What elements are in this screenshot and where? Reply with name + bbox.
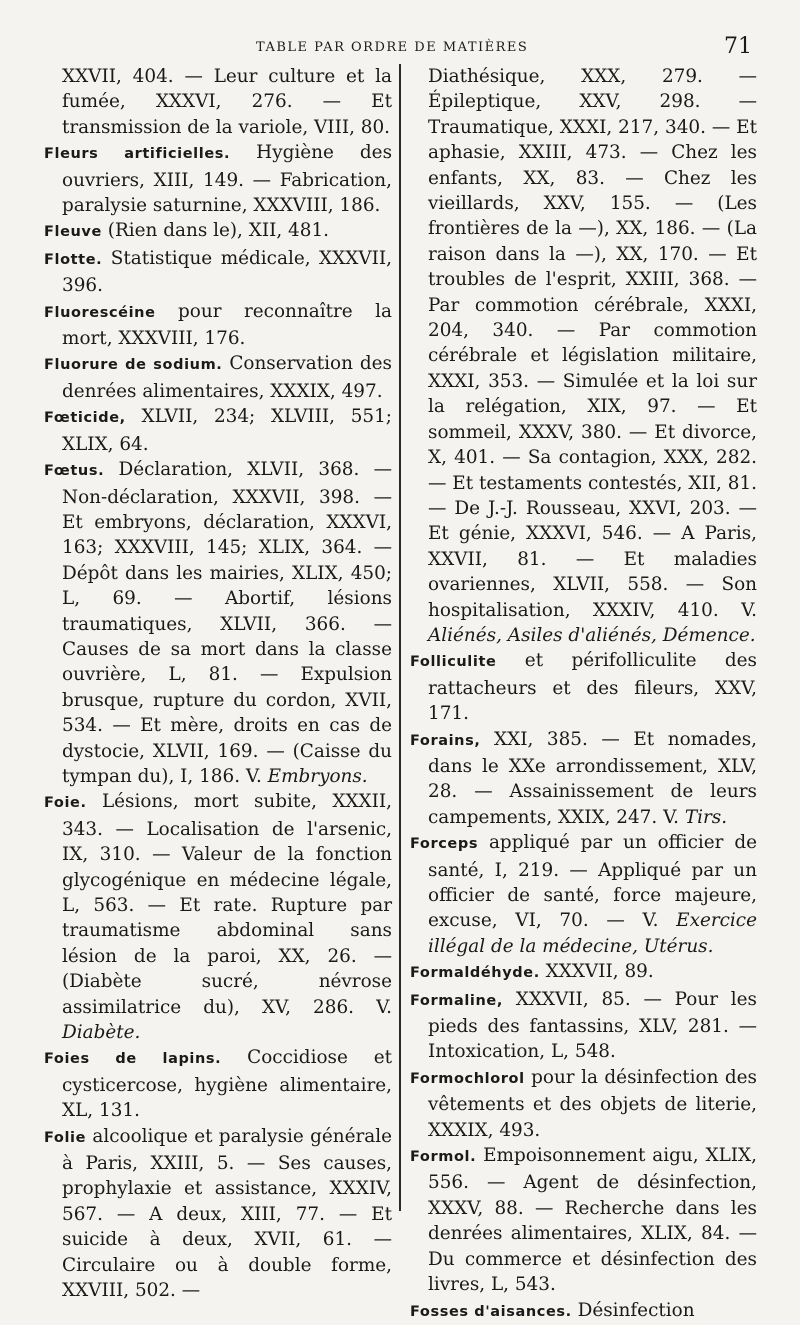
entry-text: Coccidiose et cysticercose, hygiène alimentaire, XL, 131.	[62, 1047, 392, 1122]
entry-cross-reference: Diabète.	[62, 1022, 141, 1044]
index-entry	[410, 1143, 757, 1297]
entry-headword: Formaline,	[410, 992, 503, 1009]
index-entry	[410, 830, 757, 959]
entry-headword: Fluorure de sodium.	[44, 357, 223, 374]
entry-text: Désinfection	[571, 1299, 695, 1321]
entry-text: XXXVII, 89.	[539, 961, 654, 983]
index-entry	[44, 351, 392, 404]
index-entry	[44, 299, 392, 352]
entry-headword: Forceps	[410, 836, 479, 853]
entry-headword: Folie	[44, 1129, 87, 1146]
entry-text: Déclaration, XLVII, 368. — Non-déclaration, XXXVII, 398. — Et embryons, déclaration, XXXVI, 163; XXXVIII, 145; XLIX, 364. — Dépôt dans les mairies, XLIX, 450; L, 69. — Abortif, lésions traumatiques, XLVII, 366. — Causes de sa mort dans la classe ouvrière, L, 81. — Expulsion brusque, rupture du cordon, XVII, 534. — Et mère, droits en cas de dystocie, XLVII, 169. — (Caisse du tympan du), I, 186. V.	[62, 459, 392, 787]
entry-text: pour reconnaître la mort, XXXVIII, 176.	[62, 300, 392, 350]
right-column	[410, 64, 757, 1321]
index-entry	[410, 648, 757, 726]
entry-headword: Formol.	[410, 1149, 477, 1166]
entry-cross-reference: Embryons.	[267, 765, 368, 787]
index-entry	[44, 404, 392, 457]
entry-cross-reference: Exercice illégal de la médecine, Utérus.	[428, 910, 757, 957]
entry-cross-reference: Tirs.	[684, 806, 728, 828]
entry-text: et périfolliculite des rattacheurs et des fileurs, XXV, 171.	[428, 650, 757, 725]
entry-headword: Flotte.	[44, 251, 103, 268]
entry-text: XLVII, 234; XLVIII, 551; XLIX, 64.	[62, 406, 392, 455]
index-entry	[44, 789, 392, 1045]
entry-headword: Foie.	[44, 795, 87, 812]
index-entry	[44, 246, 392, 299]
entry-text: Statistique médicale, XXXVII, 396.	[62, 247, 392, 297]
index-entry	[410, 64, 757, 648]
left-column	[44, 64, 393, 1302]
index-entry	[410, 1065, 757, 1143]
column-divider	[399, 64, 401, 1211]
index-entry	[44, 457, 392, 789]
index-entry	[410, 727, 757, 831]
entry-headword: Fœtus.	[44, 463, 105, 480]
index-entry	[44, 1124, 392, 1304]
entry-text: XXVII, 404. — Leur culture et la fumée, XXXVI, 276. — Et transmission de la variole, VIII, 80.	[62, 66, 392, 138]
entry-text: pour la désinfection des vêtements et des objets de literie, XXXIX, 493.	[428, 1066, 757, 1141]
entry-text: appliqué par un officier de santé, I, 219. — Appliqué par un officier de santé, force majeure, excuse, VI, 70. — V.	[428, 832, 757, 932]
index-entry	[44, 140, 392, 218]
entry-text: Hygiène des ouvriers, XIII, 149. — Fabrication, paralysie saturnine, XXXVIII, 186.	[62, 142, 393, 217]
entry-text: XXXVII, 85. — Pour les pieds des fantassins, XLV, 281. — Intoxication, L, 548.	[428, 988, 757, 1063]
entry-headword: Fleuve	[44, 224, 102, 241]
index-entry	[44, 1045, 392, 1123]
entry-cross-reference: Aliénés, Asiles d'aliénés, Démence.	[428, 624, 756, 646]
running-title: TABLE PAR ORDRE DE MATIÈRES	[256, 40, 529, 55]
entry-headword: Folliculite	[410, 654, 497, 671]
entry-text: Diathésique, XXX, 279. — Épileptique, XXV, 298. — Traumatique, XXXI, 217, 340. — Et aphasie, XXIII, 473. — Chez les enfants, XX, 83. — Chez les vieillards, XXV, 155. — (Les frontières de la —), XX, 186. — (La raison dans la —), XX, 170. — Et troubles de l'esprit, XXIII, 368. — Par commotion cérébrale, XXXI, 204, 340. — Par commotion cérébrale et législation militaire, XXXI, 353. — Simulée et la loi sur la relégation, XIX, 97. — Et sommeil, XXXV, 380. — Et divorce, X, 401. — Sa contagion, XXX, 282. — Et testaments contestés, XII, 81. — De J.-J. Rousseau, XXVI, 203. — Et génie, XXXVI, 546. — A Paris, XXVII, 81. — Et maladies ovariennes, XLVII, 558. — Son hospitalisation, XXXIV, 410. V.	[428, 66, 757, 621]
entry-headword: Fluorescéine	[44, 304, 156, 321]
index-entry	[44, 218, 392, 245]
index-entry	[410, 1298, 757, 1325]
index-entry	[44, 64, 392, 140]
entry-text: Lésions, mort subite, XXXII, 343. — Localisation de l'arsenic, IX, 310. — Valeur de la fonction glycogénique en médecine légale, L, 563. — Et rate. Rupture par traumatisme abdominal sans lésion de la paroi, XX, 26. — (Diabète sucré, névrose assimilatrice du), XV, 286. V.	[62, 791, 392, 1018]
index-entry	[410, 959, 757, 986]
entry-headword: Forains,	[410, 732, 481, 749]
entry-headword: Fœticide,	[44, 410, 126, 427]
index-entry	[410, 987, 757, 1065]
entry-headword: Formaldéhyde.	[410, 965, 540, 982]
entry-text: XXI, 385. — Et nomades, dans le XXe arrondissement, XLV, 28. — Assainissement de leurs campements, XXIX, 247. V.	[428, 728, 757, 828]
page-header	[0, 34, 800, 64]
entry-text: Conservation des denrées alimentaires, XXXIX, 497.	[62, 353, 392, 402]
entry-text: Empoisonnement aigu, XLIX, 556. — Agent de désinfection, XXXV, 88. — Recherche dans les denrées alimentaires, XLIX, 84. — Du commerce et désinfection des livres, L, 543.	[428, 1145, 757, 1296]
entry-headword: Fosses d'aisances.	[410, 1303, 572, 1320]
entry-text: alcoolique et paralysie générale à Paris, XXIII, 5. — Ses causes, prophylaxie et assistance, XXXIV, 567. — A deux, XIII, 77. — Et suicide à deux, XVII, 61. — Circulaire ou à double forme, XXVIII, 502. —	[62, 1125, 392, 1302]
entry-headword: Formochlorol	[410, 1070, 525, 1087]
entry-headword: Fleurs artificielles.	[44, 146, 231, 163]
page-number: 71	[724, 34, 752, 59]
entry-text: (Rien dans le), XII, 481.	[101, 220, 330, 242]
entry-headword: Foies de lapins.	[44, 1051, 222, 1068]
